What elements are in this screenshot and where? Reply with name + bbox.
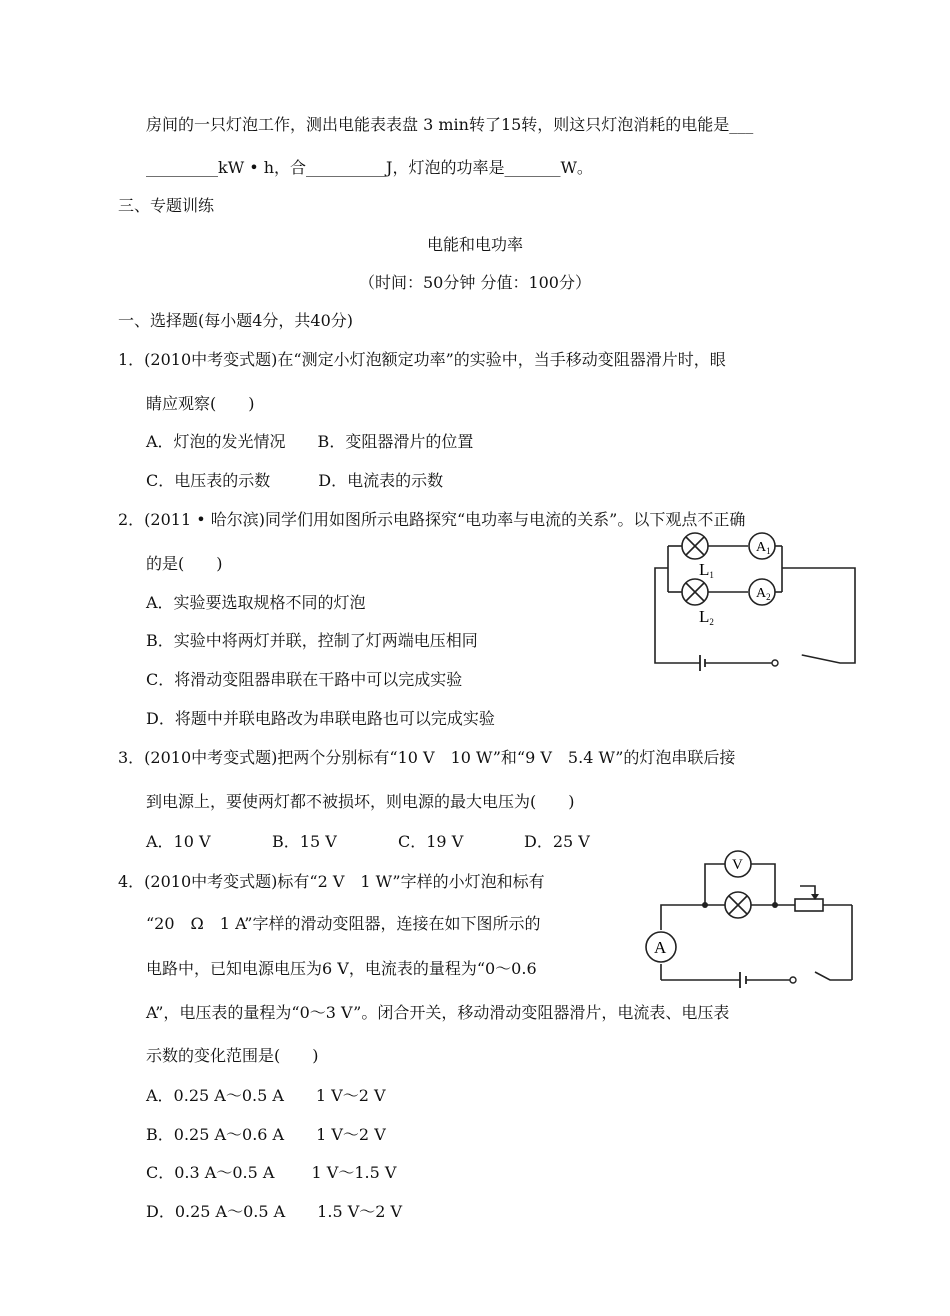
q4-switch bbox=[790, 977, 796, 983]
q2-label-a1: $A_1$ bbox=[756, 540, 771, 556]
q2-label-l2: L2 bbox=[699, 607, 714, 627]
q3-option-a: A．10 V bbox=[146, 832, 211, 851]
q2-label-a2: $A_2$ bbox=[756, 586, 771, 602]
q3-option-b: B．15 V bbox=[272, 832, 337, 851]
q3-option-c: C．19 V bbox=[398, 832, 464, 851]
q2-lamp-l2 bbox=[682, 579, 708, 605]
q2-option-c: C．将滑动变阻器串联在干路中可以完成实验 bbox=[146, 670, 463, 689]
q4-option-d: D．0.25 A～0.5 A 1.5 V～2 V bbox=[146, 1202, 403, 1221]
q2-circuit-diagram bbox=[645, 530, 885, 670]
q4-lamp bbox=[725, 892, 751, 918]
test-info: （时间：50分钟 分值：100分） bbox=[359, 273, 591, 292]
carryover-line-2: _________kW • h，合__________J，灯泡的功率是_______W。 bbox=[146, 158, 593, 177]
q4-battery bbox=[740, 972, 746, 988]
q4-stem-line-2: “20 Ω 1 A”字样的滑动变阻器，连接在如下图所示的 bbox=[146, 914, 541, 933]
q2-option-b: B．实验中将两灯并联，控制了灯两端电压相同 bbox=[146, 631, 478, 650]
carryover-line-1: 房间的一只灯泡工作，测出电能表表盘 3 min转了15转，则这只灯泡消耗的电能是___ bbox=[146, 115, 754, 134]
q2-stem-line-1: 2．(2011 • 哈尔滨)同学们用如图所示电路探究“电功率与电流的关系”。以下观点不正确 bbox=[118, 510, 746, 529]
q1-option-row: C．电压表的示数 D．电流表的示数 bbox=[146, 471, 444, 490]
q4-stem-line-1: 4．(2010中考变式题)标有“2 V 1 W”字样的小灯泡和标有 bbox=[118, 872, 545, 891]
q3-option-d: D．25 V bbox=[524, 832, 590, 851]
q3-stem-line-2: 到电源上，要使两灯都不被损坏，则电源的最大电压为( ) bbox=[146, 792, 575, 811]
q3-stem-line-1: 3．(2010中考变式题)把两个分别标有“10 V 10 W”和“9 V 5.4 W”的灯泡串联后接 bbox=[118, 748, 736, 767]
q4-node bbox=[702, 902, 708, 908]
q2-label-l1: L1 bbox=[699, 560, 714, 580]
q4-node bbox=[772, 902, 778, 908]
q4-stem-line-5: 示数的变化范围是( ) bbox=[146, 1046, 319, 1065]
q1-stem-line-1: 1．(2010中考变式题)在“测定小灯泡额定功率”的实验中，当手移动变阻器滑片时，眼 bbox=[118, 350, 726, 369]
q4-option-c: C．0.3 A～0.5 A 1 V～1.5 V bbox=[146, 1163, 397, 1182]
q4-option-a: A．0.25 A～0.5 A 1 V～2 V bbox=[146, 1086, 386, 1105]
q2-battery bbox=[700, 655, 705, 671]
q4-option-b: B．0.25 A～0.6 A 1 V～2 V bbox=[146, 1125, 386, 1144]
q2-lamp-l1 bbox=[682, 533, 708, 559]
q4-stem-line-3: 电路中，已知电源电压为6 V，电流表的量程为“0～0.6 bbox=[146, 959, 537, 978]
q1-option-row: A．灯泡的发光情况 B．变阻器滑片的位置 bbox=[146, 432, 474, 451]
q4-rheostat bbox=[795, 899, 823, 911]
q2-stem-line-2: 的是( ) bbox=[146, 554, 223, 573]
section-heading: 三、专题训练 bbox=[118, 196, 215, 215]
q4-circuit-diagram bbox=[645, 850, 860, 990]
q2-option-a: A．实验要选取规格不同的灯泡 bbox=[146, 593, 366, 612]
q2-option-d: D．将题中并联电路改为串联电路也可以完成实验 bbox=[146, 709, 495, 728]
part-heading: 一、选择题(每小题4分，共40分) bbox=[118, 311, 354, 330]
q4-stem-line-4: A”，电压表的量程为“0～3 V”。闭合开关，移动滑动变阻器滑片，电流表、电压表 bbox=[146, 1003, 730, 1022]
q4-label-a: A bbox=[654, 938, 667, 957]
test-title: 电能和电功率 bbox=[426, 235, 523, 254]
q1-stem-line-2: 睛应观察( ) bbox=[146, 394, 255, 413]
q2-switch bbox=[772, 655, 802, 666]
q4-label-v: V bbox=[732, 857, 743, 873]
